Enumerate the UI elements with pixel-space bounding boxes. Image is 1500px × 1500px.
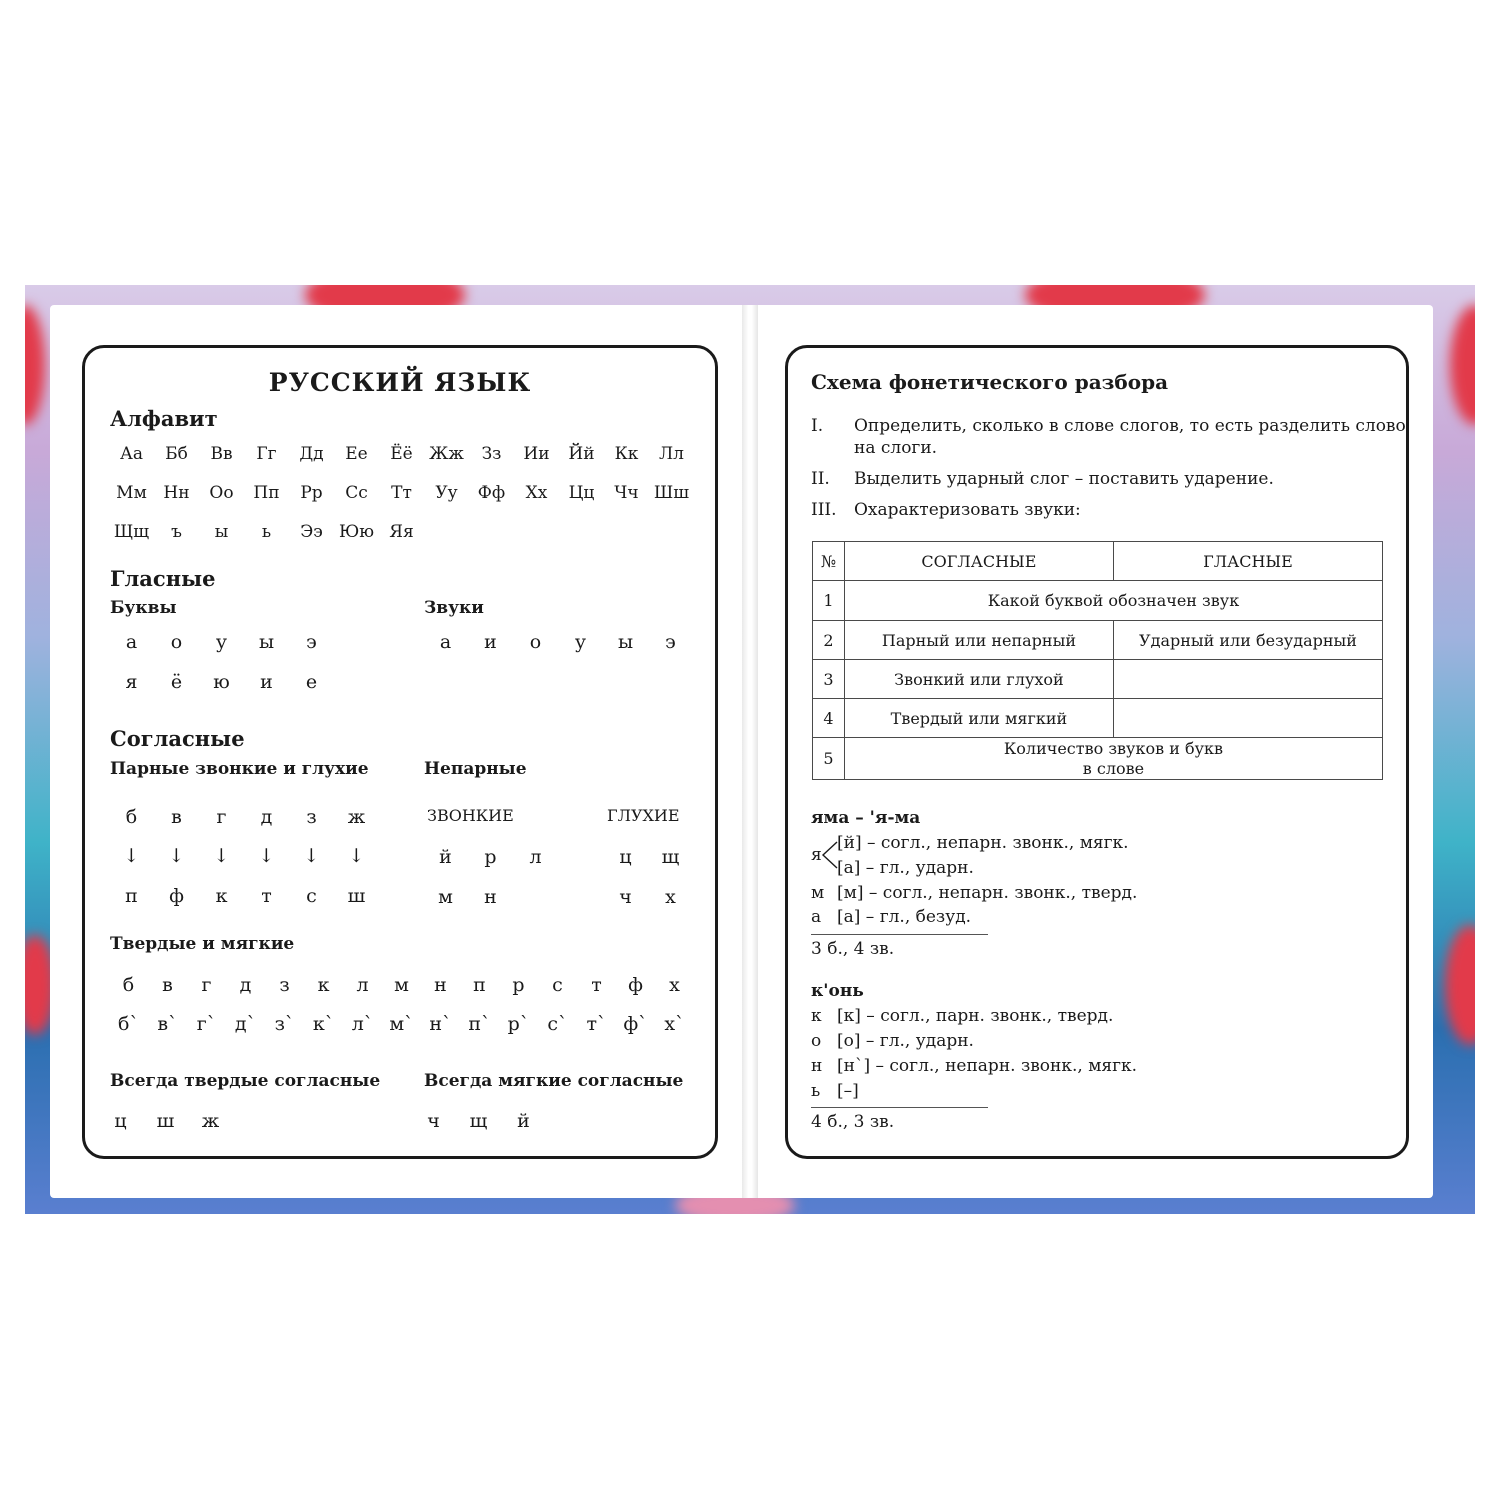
example-1-letter-ya: я (811, 845, 822, 865)
alphabet-letter: Пп (253, 483, 280, 503)
table-cell-line: в слове (1082, 758, 1145, 778)
example-2-word: к'онь (811, 981, 864, 1001)
paired-consonants-label: Парные звонкие и глухие (110, 759, 369, 779)
vowel-sound: и (484, 631, 497, 653)
hard-consonant: с (552, 974, 563, 996)
table-cell: СОГЛАСНЫЕ (844, 542, 1113, 581)
example-1-line-4: [а] – гл., безуд. (837, 907, 972, 927)
alphabet-heading: Алфавит (110, 406, 218, 431)
hard-consonant: л (356, 974, 369, 996)
hard-consonant: т (591, 974, 602, 996)
example-2-summary: 4 б., 3 зв. (811, 1112, 895, 1132)
hard-consonant: в (162, 974, 173, 996)
example-2-line-3: [н`] – согл., непарн. звонк., мягк. (837, 1056, 1138, 1076)
unpaired-consonants-label: Непарные (424, 759, 527, 779)
alphabet-letter: Кк (614, 444, 639, 464)
soft-consonant: л` (351, 1013, 374, 1035)
example-1-line-1: [й] – согл., непарн. звонк., мягк. (837, 833, 1129, 853)
table-cell: ГЛАСНЫЕ (1113, 542, 1382, 581)
alphabet-letter: ы (214, 522, 229, 542)
step-1-text: Определить, сколько в слове слогов, то есть разделить слово (854, 416, 1406, 436)
example-1-line-2: [а] – гл., ударн. (837, 858, 974, 878)
voiceless-consonant: ф (169, 885, 184, 907)
alphabet-letter: Мм (116, 483, 147, 503)
vowel-letter: и (260, 671, 273, 693)
table-cell (1113, 660, 1382, 699)
step-2-num: II. (811, 469, 830, 489)
example-2-divider (811, 1107, 988, 1108)
arrow-down-icon: ↓ (168, 845, 185, 867)
vowel-sound: о (529, 631, 542, 653)
table-cell: 5 (813, 738, 845, 780)
alphabet-letter: Ээ (300, 522, 323, 542)
soft-consonant: к` (312, 1013, 335, 1035)
hard-consonant: п (473, 974, 486, 996)
table-row (813, 738, 1383, 780)
example-2-line-1: [к] – согл., парн. звонк., тверд. (837, 1006, 1114, 1026)
vowel-letter: э (306, 631, 317, 653)
alphabet-letter: Жж (429, 444, 464, 464)
always-hard-letter: ш (156, 1110, 175, 1132)
alphabet-letter: Зз (481, 444, 502, 464)
voiceless-consonant: п (125, 885, 138, 907)
unpaired-voiceless-letter: ц (619, 846, 632, 868)
hard-consonant: р (512, 974, 525, 996)
example-2-letter-2: о (811, 1031, 822, 1051)
soft-consonant: н` (429, 1013, 452, 1035)
soft-consonant: х` (664, 1013, 685, 1035)
vowel-letter: я (125, 671, 138, 693)
phonetic-table (812, 541, 1383, 780)
unpaired-voiced-label: ЗВОНКИЕ (427, 806, 514, 825)
voiced-consonant: д (260, 806, 273, 828)
vowel-letter: а (125, 631, 138, 653)
table-cell (1113, 699, 1382, 738)
voiceless-consonant: т (261, 885, 272, 907)
table-cell: Звонкий или глухой (844, 660, 1113, 699)
voiced-consonant: в (171, 806, 182, 828)
example-2-letter-3: н (811, 1056, 823, 1076)
table-cell: 2 (813, 621, 845, 660)
table-cell-line: Количество звуков и букв (1003, 738, 1223, 758)
example-1-divider (811, 934, 988, 935)
book-spine (742, 305, 758, 1198)
example-1-summary: 3 б., 4 зв. (811, 939, 895, 959)
voiceless-consonant: с (306, 885, 317, 907)
alphabet-letter: Вв (210, 444, 233, 464)
voiced-consonant: ж (347, 806, 366, 828)
alphabet-letter: Щщ (113, 522, 150, 542)
alphabet-letter: Цц (568, 483, 595, 503)
example-1-word: яма – 'я-ма (811, 808, 921, 828)
voiceless-consonant: к (215, 885, 228, 907)
arrow-down-icon: ↓ (303, 845, 320, 867)
vowel-sound: у (574, 631, 587, 653)
always-hard-label: Всегда твердые согласные (110, 1071, 381, 1091)
left-panel (82, 345, 718, 1159)
always-soft-letter: щ (469, 1110, 488, 1132)
example-2-line-2: [о] – гл., ударн. (837, 1031, 974, 1051)
hard-consonant: х (669, 974, 680, 996)
arrow-down-icon: ↓ (348, 845, 365, 867)
example-1-letter-3: м (811, 883, 825, 903)
unpaired-voiced-letter: л (529, 846, 542, 868)
soft-consonant: ф` (623, 1013, 648, 1035)
step-2-text: Выделить ударный слог – поставить ударение. (854, 469, 1274, 489)
alphabet-letter: ь (261, 522, 272, 542)
vowel-letter: у (215, 631, 228, 653)
example-2-line-4: [–] (837, 1081, 859, 1101)
alphabet-letter: Ее (345, 444, 368, 464)
example-1-letter-4: а (811, 907, 822, 927)
alphabet-letter: Оо (209, 483, 234, 503)
vowel-letters-label: Буквы (110, 598, 177, 618)
alphabet-letter: Уу (435, 483, 458, 503)
hard-consonant: д (239, 974, 252, 996)
table-cell: Ударный или безударный (1113, 621, 1382, 660)
step-3-num: III. (811, 500, 837, 520)
voiced-consonant: б (125, 806, 138, 828)
unpaired-voiceless-label: ГЛУХИЕ (607, 806, 680, 825)
unpaired-voiceless-letter: ч (619, 886, 632, 908)
hard-consonant: з (279, 974, 290, 996)
consonants-heading: Согласные (110, 726, 245, 751)
unpaired-voiced-letter: н (484, 886, 497, 908)
unpaired-voiced-letter: м (438, 886, 453, 908)
unpaired-voiceless-letter: х (665, 886, 676, 908)
phonetic-scheme-title: Схема фонетического разбора (811, 370, 1169, 394)
example-2-letter-1: к (811, 1006, 822, 1026)
step-3-text: Охарактеризовать звуки: (854, 500, 1081, 520)
alphabet-letter: Бб (165, 444, 188, 464)
voiced-consonant: з (306, 806, 317, 828)
step-1-text-cont: на слоги. (854, 438, 938, 458)
soft-consonant: м` (389, 1013, 414, 1035)
soft-consonant: в` (157, 1013, 178, 1035)
vowel-letter: е (305, 671, 318, 693)
hard-consonant: м (394, 974, 409, 996)
soft-consonant: р` (507, 1013, 530, 1035)
alphabet-letter: Йй (568, 444, 595, 464)
example-2-letter-4: ь (811, 1081, 821, 1101)
voiced-consonant: г (216, 806, 227, 828)
soft-consonant: б` (118, 1013, 139, 1035)
table-cell: № (813, 542, 845, 581)
table-cell: 4 (813, 699, 845, 738)
vowel-sounds-label: Звуки (424, 598, 484, 618)
hard-consonant: б (122, 974, 135, 996)
vowel-letter: ы (258, 631, 275, 653)
vowel-sound: а (439, 631, 452, 653)
alphabet-letter: Аа (119, 444, 143, 464)
soft-consonant: д` (234, 1013, 257, 1035)
vowel-sound: э (665, 631, 676, 653)
table-cell: 1 (813, 581, 845, 621)
hard-consonant: г (201, 974, 212, 996)
table-cell: Твердый или мягкий (844, 699, 1113, 738)
alphabet-letter: Нн (163, 483, 190, 503)
table-cell: Какой буквой обозначен звук (844, 581, 1382, 621)
soft-consonant: г` (196, 1013, 217, 1035)
unpaired-voiceless-letter: щ (661, 846, 680, 868)
always-hard-letter: ж (201, 1110, 220, 1132)
arrow-down-icon: ↓ (123, 845, 140, 867)
always-hard-letter: ц (114, 1110, 127, 1132)
soft-consonant: п` (468, 1013, 491, 1035)
vowel-sound: ы (617, 631, 634, 653)
alphabet-letter: Рр (300, 483, 323, 503)
alphabet-letter: Лл (659, 444, 684, 464)
voiceless-consonant: ш (347, 885, 366, 907)
alphabet-letter: Шш (653, 483, 690, 503)
hard-consonant: к (317, 974, 330, 996)
table-cell: Парный или непарный (844, 621, 1113, 660)
alphabet-letter: Ии (523, 444, 550, 464)
vowel-letter: ю (213, 671, 230, 693)
alphabet-letter: Хх (525, 483, 548, 503)
soft-consonant: з` (274, 1013, 295, 1035)
always-soft-label: Всегда мягкие согласные (424, 1071, 684, 1091)
page-title: РУССКИЙ ЯЗЫК (268, 368, 532, 397)
vowel-letter: о (170, 631, 183, 653)
alphabet-letter: Гг (256, 444, 277, 464)
table-row (813, 621, 1383, 660)
alphabet-letter: Ёё (390, 444, 413, 464)
hard-soft-label: Твердые и мягкие (110, 934, 295, 954)
alphabet-letter: Фф (477, 483, 506, 503)
always-soft-letter: ч (427, 1110, 440, 1132)
brace-icon (820, 838, 838, 872)
vowels-heading: Гласные (110, 566, 216, 591)
table-row (813, 660, 1383, 699)
alphabet-letter: Дд (299, 444, 324, 464)
hard-consonant: ф (628, 974, 643, 996)
step-1-num: I. (811, 416, 824, 436)
unpaired-voiced-letter: й (439, 846, 452, 868)
table-cell (844, 738, 1382, 780)
soft-consonant: т` (586, 1013, 607, 1035)
always-soft-letter: й (517, 1110, 530, 1132)
example-1-line-3: [м] – согл., непарн. звонк., тверд. (837, 883, 1138, 903)
table-cell: 3 (813, 660, 845, 699)
alphabet-letter: Чч (614, 483, 639, 503)
hard-consonant: н (434, 974, 447, 996)
table-row (813, 581, 1383, 621)
arrow-down-icon: ↓ (258, 845, 275, 867)
soft-consonant: с` (547, 1013, 568, 1035)
alphabet-letter: ъ (171, 522, 182, 542)
table-header-row (813, 542, 1383, 581)
unpaired-voiced-letter: р (484, 846, 497, 868)
vowel-letter: ё (170, 671, 183, 693)
alphabet-letter: Тт (391, 483, 412, 503)
alphabet-letter: Юю (338, 522, 375, 542)
alphabet-letter: Яя (389, 522, 414, 542)
arrow-down-icon: ↓ (213, 845, 230, 867)
alphabet-letter: Сс (345, 483, 368, 503)
table-row (813, 699, 1383, 738)
